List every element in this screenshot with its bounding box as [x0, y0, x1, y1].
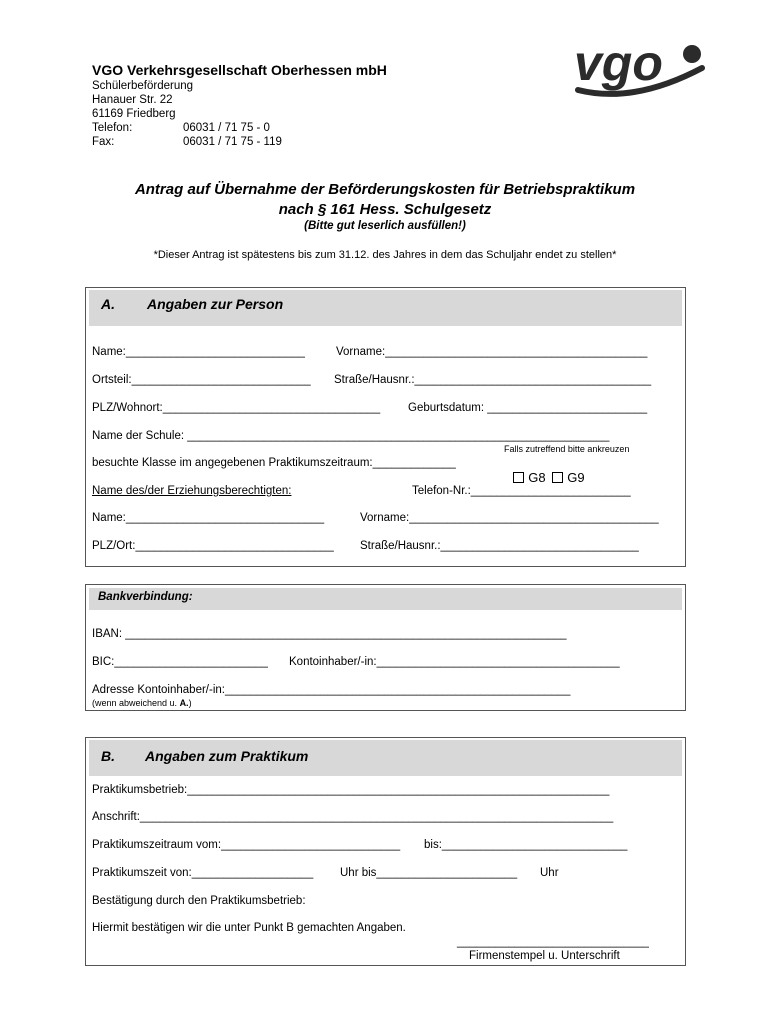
- section-a-letter: A.: [101, 296, 115, 312]
- city-address: 61169 Friedberg: [92, 108, 176, 120]
- klasse-field[interactable]: besuchte Klasse im angegebenen Praktikumszeitraum:_____________: [92, 457, 456, 469]
- vorname-field[interactable]: Vorname:_________________________________________: [336, 346, 648, 358]
- adresse-kontoinhaber-field[interactable]: Adresse Kontoinhaber/-in:______________________________________________________: [92, 684, 571, 696]
- bestaetigung-label: Bestätigung durch den Praktikumsbetrieb:: [92, 895, 306, 907]
- anschrift-field[interactable]: Anschrift:__________________________________________________________________________: [92, 811, 614, 823]
- schule-field[interactable]: Name der Schule: __________________________________________________________________: [92, 430, 610, 442]
- telefon-field[interactable]: Telefon-Nr.:_________________________: [412, 485, 631, 497]
- section-a-title: Angaben zur Person: [147, 296, 284, 312]
- eb-name-field[interactable]: Name:_______________________________: [92, 512, 325, 524]
- vgo-logo-graphic: [574, 38, 710, 106]
- vgo-logo: [574, 38, 710, 111]
- section-b-letter: B.: [101, 748, 115, 764]
- adresse-hint-bold: A.: [179, 698, 189, 708]
- adresse-hint-suffix: ): [188, 698, 192, 708]
- adresse-hint-prefix: (wenn abweichend u.: [92, 698, 180, 708]
- checkbox-hint: Falls zutreffend bitte ankreuzen: [504, 444, 630, 454]
- g9-checkbox[interactable]: [552, 472, 563, 483]
- form-title-line1: Antrag auf Übernahme der Beförderungskosten für Betriebspraktikum: [134, 181, 636, 198]
- form-instruction: (Bitte gut leserlich ausfüllen!): [304, 220, 466, 232]
- phone-value: 06031 / 71 75 - 0: [183, 122, 270, 134]
- hiermit-statement: Hiermit bestätigen wir die unter Punkt B gemachten Angaben.: [92, 922, 406, 934]
- signature-label: Firmenstempel u. Unterschrift: [469, 950, 620, 962]
- geburtsdatum-field[interactable]: Geburtsdatum: _________________________: [408, 402, 648, 414]
- erziehungsberechtigte-heading: Name des/der Erziehungsberechtigten:: [92, 485, 292, 497]
- zeit-uhr-label: Uhr: [540, 867, 559, 879]
- praktikumsbetrieb-field[interactable]: Praktikumsbetrieb:__________________________________________________________________: [92, 784, 610, 796]
- bank-title: Bankverbindung:: [98, 591, 193, 603]
- form-title-line2: nach § 161 Hess. Schulgesetz: [278, 201, 492, 218]
- name-field[interactable]: Name:____________________________: [92, 346, 305, 358]
- kontoinhaber-field[interactable]: Kontoinhaber/-in:______________________________________: [289, 656, 620, 668]
- department: Schülerbeförderung: [92, 80, 194, 92]
- signature-line[interactable]: ______________________________: [457, 936, 649, 948]
- zeit-uhr-bis-field[interactable]: Uhr bis______________________: [340, 867, 518, 879]
- street-address: Hanauer Str. 22: [92, 94, 173, 106]
- g9-option[interactable]: [545, 455, 585, 485]
- g8-checkbox[interactable]: [513, 472, 524, 483]
- g9-label: G9: [567, 470, 585, 485]
- adresse-hint: [92, 698, 192, 708]
- company-name: VGO Verkehrsgesellschaft Oberhessen mbH: [92, 62, 387, 78]
- eb-vorname-field[interactable]: Vorname:_______________________________________: [360, 512, 659, 524]
- zeit-von-field[interactable]: Praktikumszeit von:___________________: [92, 867, 314, 879]
- section-a-box: [85, 287, 686, 567]
- section-b-title: Angaben zum Praktikum: [145, 748, 309, 764]
- plz-wohnort-field[interactable]: PLZ/Wohnort:__________________________________: [92, 402, 381, 414]
- ortsteil-field[interactable]: Ortsteil:____________________________: [92, 374, 311, 386]
- g8-option[interactable]: [506, 455, 546, 485]
- iban-field[interactable]: IBAN: _____________________________________________________________________: [92, 628, 567, 640]
- fax-value: 06031 / 71 75 - 119: [183, 136, 282, 148]
- phone-label: Telefon:: [92, 122, 133, 134]
- zeitraum-von-field[interactable]: Praktikumszeitraum vom:____________________________: [92, 839, 401, 851]
- fax-label: Fax:: [92, 136, 115, 148]
- deadline-note: *Dieser Antrag ist spätestens bis zum 31.12. des Jahres in dem das Schuljahr endet zu stellen*: [153, 249, 617, 261]
- svg-text:vgo: vgo: [574, 38, 663, 91]
- eb-plz-field[interactable]: PLZ/Ort:_______________________________: [92, 540, 334, 552]
- eb-strasse-field[interactable]: Straße/Hausnr.:_______________________________: [360, 540, 639, 552]
- strasse-field[interactable]: Straße/Hausnr.:_____________________________________: [334, 374, 652, 386]
- bic-field[interactable]: BIC:________________________: [92, 656, 268, 668]
- g8-label: G8: [528, 470, 546, 485]
- zeitraum-bis-field[interactable]: bis:_____________________________: [424, 839, 628, 851]
